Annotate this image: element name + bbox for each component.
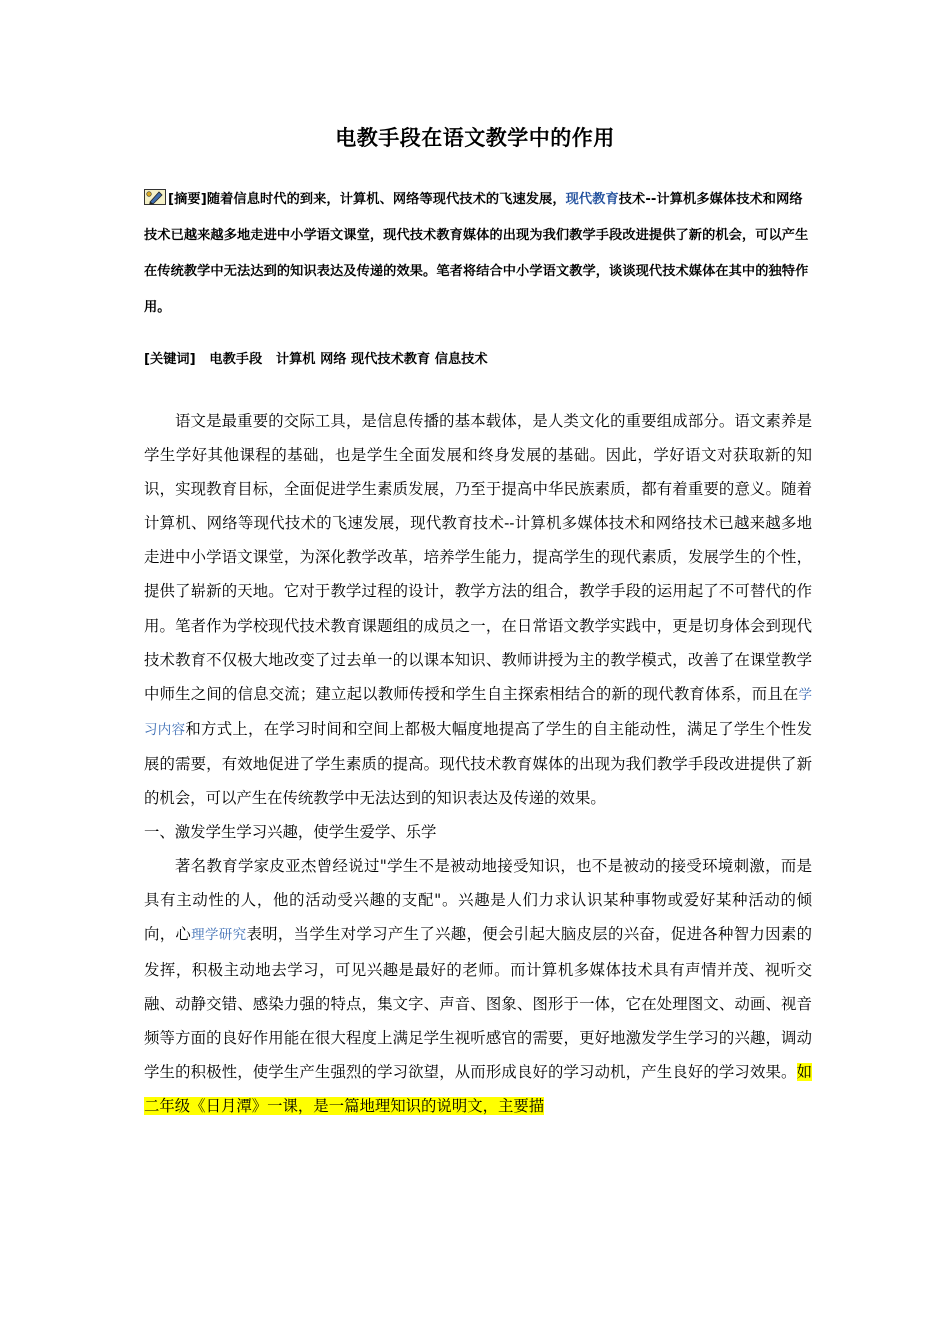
abstract-text-end: 技术--计算机多媒体技术和网络技术已越来越多地走进中小学语文课堂，现代技术教育媒体的出现为我们教学手段改进提供了新的机会，可以产生在传统教学中无法达到的知识表达及传递的效果。笔者将结合中小学语文教学，谈谈现代技术媒体在其中的独特作用。 [144, 192, 809, 315]
abstract-text-start: 随着信息时代的到来，计算机、网络等现代技术的飞速发展， [206, 192, 566, 207]
pencil-note-icon [144, 184, 166, 200]
paragraph-2-text-start: 著名教育学家皮亚杰曾经说过"学生不是被动地接受知识，也不是被动的接受环境刺激，而是具有主动性的人，他的活动受兴趣的支配"。兴趣是人们力求认识某种事物或爱好某种活动的倾向，心 [144, 857, 812, 944]
keywords-label: [关键词] [144, 352, 196, 367]
document-title: 电教手段在语文教学中的作用 [335, 126, 615, 150]
document-body [144, 404, 812, 1123]
body-paragraph-1 [144, 404, 812, 815]
keywords-line [144, 348, 824, 372]
modern-education-link[interactable]: 现代教育 [565, 192, 619, 207]
psychology-research-link[interactable]: 理学研究 [191, 927, 247, 944]
learning-content-link[interactable]: 学习内容 [144, 686, 812, 738]
body-paragraph-2 [144, 849, 812, 1123]
abstract-paragraph [144, 182, 814, 326]
abstract-label: [摘要] [168, 192, 207, 207]
highlighted-text: 如二年级《日月潭》一课，是一篇地理知识的说明文，主要描 [144, 1062, 812, 1115]
keywords-text: 电教手段 计算机 网络 现代技术教育 信息技术 [209, 352, 488, 367]
paragraph-1-text-end: 和方式上，在学习时间和空间上都极大幅度地提高了学生的自主能动性，满足了学生个性发展的需要，有效地促进了学生素质的提高。现代技术教育媒体的出现为我们教学手段改进提供了新的机会，可以产生在传统教学中无法达到的知识表达及传递的效果。 [144, 719, 812, 808]
paragraph-1-text-start: 语文是最重要的交际工具，是信息传播的基本载体，是人类文化的重要组成部分。语文素养是学生学好其他课程的基础，也是学生全面发展和终身发展的基础。因此，学好语文对获取新的知识，实现教育目标，全面促进学生素质发展，乃至于提高中华民族素质，都有着重要的意义。随着计算机、网络等现代技术的飞速发展，现代教育技术--计算机多媒体技术和网络技术已越来越多地走进中小学语文课堂，为深化教学改革，培养学生能力，提高学生的现代素质，发展学生的个性，提供了崭新的天地。它对于教学过程的设计，教学方法的组合，教学手段的运用起了不可替代的作用。笔者作为学校现代技术教育课题组的成员之一，在日常语文教学实践中，更是切身体会到现代技术教育不仅极大地改变了过去单一的以课本知识、教师讲授为主的教学模式，改善了在课堂教学中师生之间的信息交流；建立起以教师传授和学生自主探索相结合的新的现代教育体系，而且在 [144, 412, 812, 703]
section-heading-1: 一、激发学生学习兴趣，使学生爱学、乐学 [144, 823, 437, 842]
paragraph-2-text-mid: 表明，当学生对学习产生了兴趣，便会引起大脑皮层的兴奋，促进各种智力因素的发挥，积极主动地去学习，可见兴趣是最好的老师。而计算机多媒体技术具有声情并茂、视听交融、动静交错、感染力强的特点，集文字、声音、图象、图形于一体，它在处理图文、动画、视音频等方面的良好作用能在很大程度上满足学生视听感官的需要，更好地激发学生学习的兴趣，调动学生的积极性，使学生产生强烈的学习欲望，从而形成良好的学习动机，产生良好的学习效果。 [144, 925, 812, 1081]
